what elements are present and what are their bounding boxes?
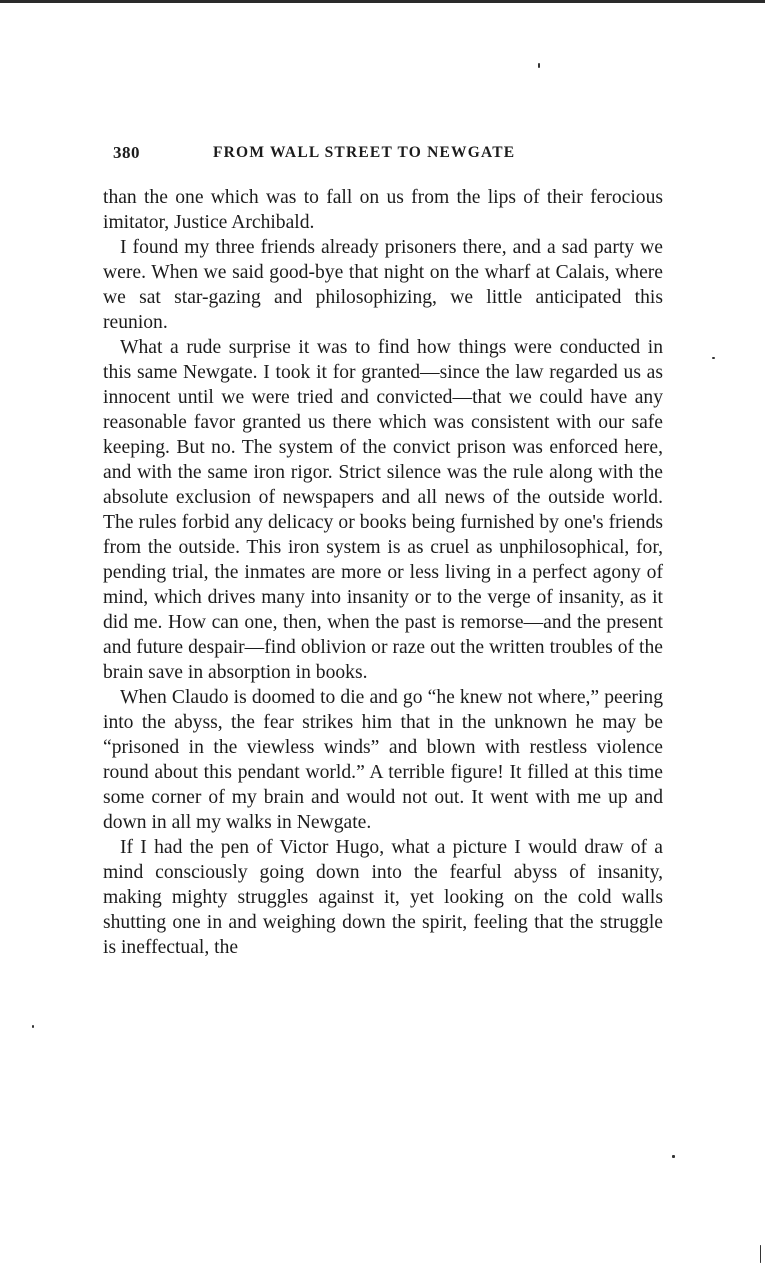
scan-speck — [712, 357, 715, 359]
scan-speck — [672, 1155, 675, 1158]
paragraph: than the one which was to fall on us from the lips of their ferocious imitator, Justice Archibald. — [103, 187, 663, 233]
paragraph: I found my three friends already prisoners there, and a sad party we were. When we said good-bye that night on the wharf at Calais, where we sat star-gazing and philosophizing, we little anticipated this reunion. — [103, 237, 663, 333]
paragraph: What a rude surprise it was to find how things were conducted in this same Newgate. I took it for granted—since the law regarded us as innocent until we were tried and convicted—that we could have any reasonable favor granted us there which was consistent with our safe keeping. But no. The system of the convict prison was enforced here, and with the same iron rigor. Strict silence was the rule along with the absolute exclusion of newspapers and all news of the outside world. The rules forbid any delicacy or books being furnished by one's friends from the outside. This iron system is as cruel as unphilosophical, for, pending trial, the inmates are more or less living in a perfect agony of mind, which drives many into insanity or to the verge of insanity, as it did me. How can one, then, when the past is remorse—and the present and future despair—find oblivion or raze out the written troubles of the brain save in absorption in books. — [103, 337, 663, 683]
paragraph: When Claudo is doomed to die and go “he knew not where,” peering into the abyss, the fear strikes him that in the unknown he may be “prisoned in the viewless winds” and blown with restless violence round about this pendant world.” A terrible figure! It filled at this time some corner of my brain and would not out. It went with me up and down in all my walks in Newgate. — [103, 687, 663, 833]
running-title: FROM WALL STREET TO NEWGATE — [213, 144, 516, 161]
page-top-edge — [0, 0, 765, 3]
page-number: 380 — [113, 143, 140, 162]
page-header — [113, 143, 565, 171]
scan-speck — [32, 1025, 34, 1028]
paragraph: If I had the pen of Victor Hugo, what a picture I would draw of a mind consciously going down into the fearful abyss of insanity, making mighty struggles against it, yet looking on the cold walls shutting one in and weighing down the spirit, feeling that the struggle is ineffectual, the — [103, 837, 663, 958]
scan-speck — [760, 1245, 761, 1263]
scan-speck — [538, 63, 540, 68]
body-text — [103, 185, 663, 960]
